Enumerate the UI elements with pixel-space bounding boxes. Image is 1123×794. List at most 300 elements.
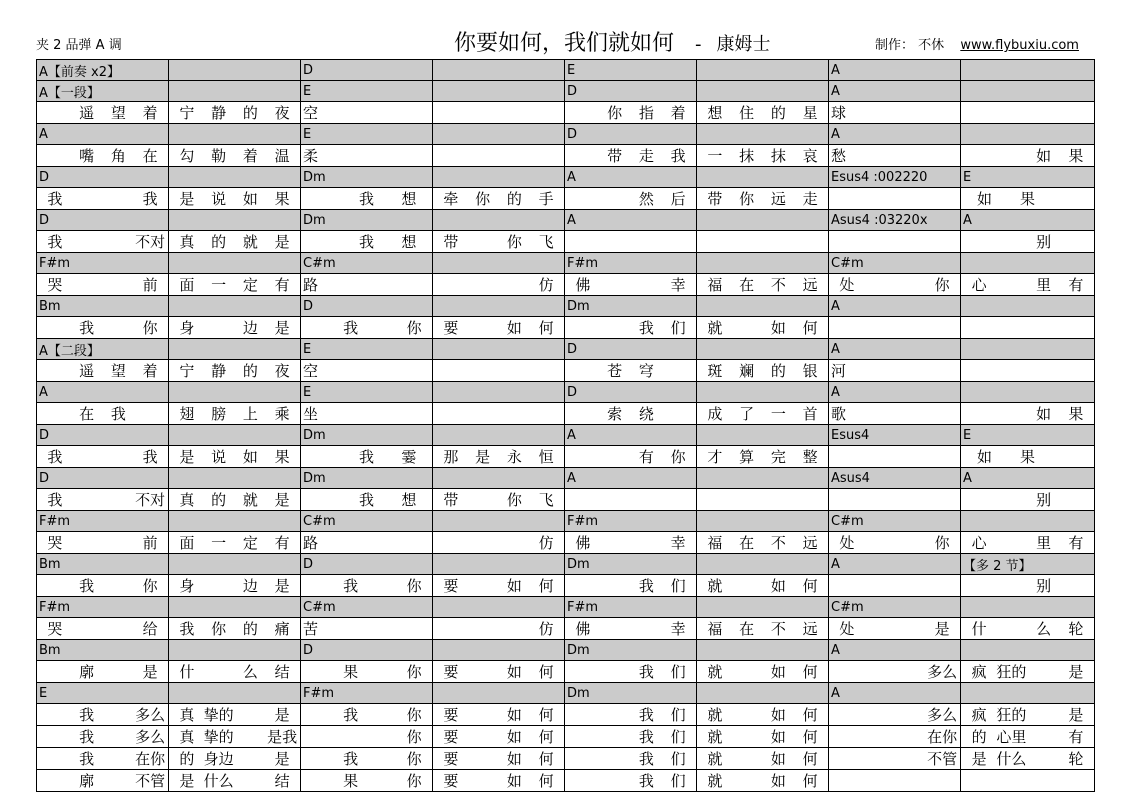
lyric-cell [169, 661, 301, 683]
chord-cell [37, 124, 169, 145]
lyric-syllable: 如 [1036, 147, 1052, 165]
lyric-syllable [71, 274, 103, 295]
lyric-syllable: 是 [142, 663, 158, 681]
lyric-cell [697, 231, 829, 253]
lyric-syllable [335, 726, 367, 747]
lyric-cell [37, 726, 169, 748]
lyric-cell [37, 317, 169, 339]
lyric-syllable: 我 [358, 448, 374, 466]
chord-cell [37, 597, 169, 618]
lyric-syllable: 着 [142, 104, 158, 122]
lyric-syllable: 带 [707, 190, 723, 208]
lyric-cell [301, 575, 433, 597]
chord-cell [301, 339, 433, 360]
chord-label: Dm [303, 427, 326, 443]
chord-label: A [831, 62, 840, 78]
chord-cell [301, 640, 433, 661]
lyric-syllable: 有 [274, 534, 290, 552]
chord-label: C#m [303, 255, 336, 271]
lyric-syllable: 我 [358, 190, 374, 208]
lyric-syllable: 们 [670, 577, 686, 595]
chord-cell [301, 296, 433, 317]
chord-cell [829, 81, 961, 102]
chord-label: E [303, 341, 312, 357]
lyric-cell [169, 704, 301, 726]
lyric-syllable: 就 [707, 706, 723, 724]
chord-cell [961, 339, 1095, 360]
lyric-syllable: 你 [142, 319, 158, 337]
lyric-cell [301, 446, 433, 468]
lyric-syllable: 是 [475, 448, 491, 466]
lyric-syllable: 要 [443, 728, 459, 746]
lyric-cell [433, 446, 565, 468]
chord-label: D [303, 556, 314, 572]
lyric-syllable: 福 [707, 620, 723, 638]
lyric-syllable: 何 [538, 728, 554, 746]
lyric-row [37, 317, 1095, 339]
lyric-syllable [995, 575, 1027, 596]
lyric-syllable [467, 317, 499, 338]
lyric-cell [565, 231, 697, 253]
lyric-cell [829, 231, 961, 253]
lyric-cell [829, 274, 961, 296]
lyric-syllable: 有 [1068, 534, 1084, 552]
chord-label: A [39, 384, 48, 400]
chord-cell [433, 382, 565, 403]
chord-cell [829, 683, 961, 704]
lyric-syllable [367, 770, 399, 791]
lyric-syllable [731, 575, 763, 596]
lyric-syllable: 何 [802, 706, 818, 724]
lyric-syllable: 在 [739, 534, 755, 552]
lyric-syllable [499, 532, 531, 553]
chord-label: D [39, 169, 50, 185]
lyric-syllable [831, 661, 863, 682]
lyric-syllable: 别 [1036, 233, 1052, 251]
lyric-syllable: 如 [506, 706, 522, 724]
lyric-syllable [895, 748, 927, 769]
lyric-syllable: 身 [179, 577, 195, 595]
chord-label: F#m [303, 685, 335, 701]
credit-name: 不休 [918, 38, 945, 53]
lyric-syllable [435, 274, 467, 295]
lyric-syllable: 果 [1068, 147, 1084, 165]
chord-label: Bm [39, 556, 61, 572]
lyric-syllable: 就 [707, 319, 723, 337]
lyric-cell [697, 661, 829, 683]
lyric-cell [433, 532, 565, 554]
lyric-syllable: 一 [211, 534, 227, 552]
chord-row [37, 60, 1095, 81]
lyric-cell [169, 102, 301, 124]
lyric-syllable [435, 618, 467, 639]
lyric-syllable [235, 704, 267, 725]
lyric-cell [961, 403, 1095, 425]
lyric-cell [565, 317, 697, 339]
lyric-cell [961, 748, 1095, 770]
chord-label: Dm [567, 685, 590, 701]
lyric-syllable: 膀 [211, 405, 227, 423]
chord-label: A [963, 470, 972, 486]
lyric-cell [169, 489, 301, 511]
lyric-syllable: 着 [670, 104, 686, 122]
lyric-syllable [367, 317, 399, 338]
chord-label: Bm [39, 298, 61, 314]
lyric-syllable [1028, 748, 1060, 769]
chord-label: D [303, 642, 314, 658]
lyric-syllable [203, 661, 235, 682]
lyric-syllable: 温 [274, 147, 290, 165]
chord-cell [961, 167, 1095, 188]
lyric-syllable: 身边 [203, 750, 234, 768]
chord-cell [433, 60, 565, 81]
lyric-cell [37, 102, 169, 124]
lyric-syllable: 廓 [79, 663, 95, 681]
chord-label: D [39, 470, 50, 486]
lyric-syllable [39, 317, 71, 338]
lyric-syllable [731, 770, 763, 791]
lyric-syllable [1028, 661, 1060, 682]
chord-label: Dm [567, 556, 590, 572]
lyric-syllable: 我 [47, 233, 63, 251]
chord-cell [565, 511, 697, 532]
lyric-cell [829, 532, 961, 554]
chord-cell [961, 81, 1095, 102]
chord-label: A [831, 685, 840, 701]
chord-label: A [831, 298, 840, 314]
lyric-cell [961, 532, 1095, 554]
lyric-cell [433, 748, 565, 770]
lyric-syllable: 不对 [135, 233, 166, 251]
chord-cell [565, 382, 697, 403]
lyric-cell [169, 770, 301, 792]
lyric-syllable: 我 [638, 577, 654, 595]
chord-row [37, 382, 1095, 403]
lyric-cell [829, 748, 961, 770]
lyric-syllable: 我 [79, 728, 95, 746]
lyric-syllable: 你 [475, 190, 491, 208]
lyric-syllable [567, 145, 599, 166]
lyric-syllable: 如 [506, 319, 522, 337]
lyric-syllable: 望 [110, 104, 126, 122]
lyric-syllable: 你 [406, 663, 422, 681]
lyric-syllable: 我 [79, 319, 95, 337]
lyric-syllable [831, 748, 863, 769]
lyric-syllable [599, 575, 631, 596]
lyric-syllable: 处 [839, 620, 855, 638]
chord-cell [169, 425, 301, 446]
lyric-syllable [71, 188, 103, 209]
lyric-syllable: 如 [770, 772, 786, 790]
lyric-syllable [662, 360, 694, 381]
lyric-syllable: 么 [242, 663, 258, 681]
lyric-row [37, 748, 1095, 770]
lyric-syllable: 的 [770, 104, 786, 122]
lyric-syllable: 夜 [274, 104, 290, 122]
lyric-syllable [599, 532, 631, 553]
lyric-syllable [39, 360, 71, 381]
lyric-syllable: 一 [707, 147, 723, 165]
lyric-syllable: 你 [607, 104, 623, 122]
lyric-cell [829, 726, 961, 748]
lyric-cell [829, 446, 961, 468]
chord-cell [565, 425, 697, 446]
lyric-row [37, 188, 1095, 210]
chord-row [37, 296, 1095, 317]
lyric-cell [37, 360, 169, 382]
chord-label: D [39, 427, 50, 443]
chord-cell [169, 253, 301, 274]
lyric-syllable [1060, 575, 1092, 596]
lyric-cell [829, 403, 961, 425]
lyric-text: 空 [303, 104, 319, 122]
lyric-syllable [367, 575, 399, 596]
chord-cell [37, 683, 169, 704]
lyric-syllable: 如 [506, 577, 522, 595]
lyric-cell [565, 489, 697, 511]
lyric-syllable: 如 [976, 448, 992, 466]
lyric-cell [301, 145, 433, 167]
lyric-syllable [39, 726, 71, 747]
chord-label: D [567, 83, 578, 99]
lyric-syllable: 是 [274, 319, 290, 337]
chord-cell [433, 683, 565, 704]
lyric-cell [37, 770, 169, 792]
lyric-cell [697, 618, 829, 640]
chord-cell [301, 81, 433, 102]
chord-label: F#m [567, 599, 599, 615]
lyric-syllable [467, 274, 499, 295]
lyric-syllable: 我 [638, 772, 654, 790]
lyric-syllable [895, 532, 927, 553]
lyric-cell [301, 231, 433, 253]
lyric-cell [433, 489, 565, 511]
lyric-syllable: 的 [242, 620, 258, 638]
chord-cell [961, 382, 1095, 403]
lyric-syllable [599, 618, 631, 639]
lyric-row [37, 532, 1095, 554]
chord-cell [301, 425, 433, 446]
chord-cell [829, 511, 961, 532]
chord-label: F#m [567, 255, 599, 271]
lyric-syllable: 是我 [267, 728, 298, 746]
lyric-syllable: 佛 [575, 534, 591, 552]
lyric-syllable: 何 [538, 663, 554, 681]
chord-row [37, 425, 1095, 446]
chord-label: C#m [303, 599, 336, 615]
chord-cell [433, 425, 565, 446]
lyric-syllable: 何 [538, 706, 554, 724]
lyric-syllable: 你 [211, 620, 227, 638]
lyric-syllable [203, 575, 235, 596]
lyric-cell [433, 102, 565, 124]
lyric-syllable: 如 [770, 706, 786, 724]
lyric-syllable: 哭 [47, 276, 63, 294]
chord-label: A [39, 126, 48, 142]
chord-cell [433, 339, 565, 360]
lyric-syllable [467, 618, 499, 639]
lyric-cell [37, 748, 169, 770]
lyric-syllable: 翅 [179, 405, 195, 423]
lyric-syllable: 我 [638, 728, 654, 746]
lyric-syllable [599, 661, 631, 682]
lyric-syllable [731, 661, 763, 682]
lyric-syllable: 牵 [443, 190, 459, 208]
lyric-syllable: 是 [274, 706, 290, 724]
chord-cell [697, 597, 829, 618]
lyric-cell [169, 748, 301, 770]
lyric-syllable: 前 [142, 276, 158, 294]
lyric-syllable [995, 145, 1027, 166]
lyric-syllable: 你 [739, 190, 755, 208]
lyric-cell [697, 102, 829, 124]
lyric-syllable: 何 [802, 750, 818, 768]
lyric-syllable [39, 403, 71, 424]
lyric-cell [697, 704, 829, 726]
chord-cell [301, 511, 433, 532]
lyric-syllable: 我 [79, 706, 95, 724]
lyric-syllable: 的 [242, 362, 258, 380]
lyric-cell [697, 748, 829, 770]
website-link[interactable]: www.flybuxiu.com [960, 38, 1079, 53]
lyric-syllable: 是 [934, 620, 950, 638]
chord-cell [697, 511, 829, 532]
lyric-syllable: 的 [179, 750, 195, 768]
lyric-cell [961, 188, 1095, 210]
lyric-syllable: 轮 [1068, 620, 1084, 638]
lyric-syllable [1049, 446, 1092, 467]
lyric-syllable: 那 [443, 448, 459, 466]
lyric-syllable: 勒 [211, 147, 227, 165]
chord-cell [37, 81, 169, 102]
lyric-syllable [39, 661, 71, 682]
chord-cell [961, 511, 1095, 532]
lyric-syllable [731, 317, 763, 338]
chord-cell [37, 253, 169, 274]
lyric-syllable: 带 [607, 147, 623, 165]
chord-cell [565, 640, 697, 661]
lyric-syllable: 我 [79, 577, 95, 595]
lyric-cell [829, 618, 961, 640]
lyric-syllable [103, 446, 135, 467]
lyric-syllable: 上 [242, 405, 258, 423]
lyric-syllable [831, 704, 863, 725]
lyric-syllable: 什 [971, 620, 987, 638]
lyric-text: 坐 [303, 405, 319, 423]
lyric-syllable [731, 726, 763, 747]
lyric-syllable: 穹 [638, 362, 654, 380]
lyric-syllable: 定 [242, 276, 258, 294]
lyric-cell [301, 188, 433, 210]
lyric-syllable [599, 704, 631, 725]
chord-cell [565, 468, 697, 489]
chord-label: A【二段】 [39, 343, 100, 359]
lyric-syllable [203, 317, 235, 338]
lyric-syllable [863, 704, 895, 725]
lyric-cell [169, 532, 301, 554]
lyric-syllable: 是 [179, 448, 195, 466]
chord-label: Esus4 [831, 427, 870, 443]
lyric-syllable: 嘴 [79, 147, 95, 165]
chord-cell [565, 683, 697, 704]
lyric-cell [169, 317, 301, 339]
chord-cell [961, 425, 1095, 446]
lyric-syllable: 何 [802, 663, 818, 681]
chord-cell [961, 597, 1095, 618]
lyric-syllable [863, 748, 895, 769]
chord-cell [697, 60, 829, 81]
lyric-syllable: 佛 [575, 276, 591, 294]
lyric-syllable: 如 [770, 577, 786, 595]
lyric-syllable [39, 748, 71, 769]
lyric-syllable [995, 489, 1027, 510]
lyric-syllable: 们 [670, 706, 686, 724]
lyric-syllable: 就 [707, 750, 723, 768]
lyric-syllable [499, 274, 531, 295]
lyric-syllable [303, 489, 345, 510]
lyric-syllable: 福 [707, 276, 723, 294]
lyric-syllable: 你 [506, 233, 522, 251]
lyric-text: 路 [303, 534, 319, 552]
lyric-syllable: 是 [1068, 663, 1084, 681]
lyric-cell [565, 446, 697, 468]
lyric-cell [565, 145, 697, 167]
lyric-syllable: 幸 [670, 276, 686, 294]
chord-label: Dm [303, 470, 326, 486]
lyric-cell [565, 704, 697, 726]
lyric-syllable: 心里 [996, 728, 1027, 746]
chord-cell [961, 296, 1095, 317]
chord-label: Dm [567, 298, 590, 314]
lyric-syllable: 的 [211, 491, 227, 509]
lyric-syllable: 们 [670, 750, 686, 768]
lyric-syllable [963, 489, 995, 510]
lyric-syllable: 宁 [179, 104, 195, 122]
lyric-cell [169, 575, 301, 597]
lyric-syllable: 们 [670, 319, 686, 337]
lyric-syllable [863, 661, 895, 682]
lyric-syllable [39, 102, 71, 123]
title-separator: - [695, 34, 702, 55]
lyric-cell [301, 403, 433, 425]
lyric-cell [961, 726, 1095, 748]
chord-cell [37, 425, 169, 446]
lyric-syllable: 远 [802, 620, 818, 638]
lyric-syllable: 要 [443, 577, 459, 595]
lyric-syllable [467, 575, 499, 596]
lyric-row [37, 704, 1095, 726]
lyric-syllable: 我 [670, 147, 686, 165]
lyric-syllable: 何 [802, 772, 818, 790]
lyric-row [37, 770, 1095, 792]
lyric-cell [829, 102, 961, 124]
lyric-syllable: 何 [802, 728, 818, 746]
lyric-syllable: 完 [770, 448, 786, 466]
lyric-syllable: 宁 [179, 362, 195, 380]
lyric-cell [433, 188, 565, 210]
chord-cell [301, 382, 433, 403]
lyric-syllable: 是 [179, 190, 195, 208]
lyric-syllable: 真 [179, 491, 195, 509]
lyric-syllable: 遥 [79, 362, 95, 380]
lyric-text: 路 [303, 276, 319, 294]
lyric-cell [169, 618, 301, 640]
lyric-syllable: 想 [707, 104, 723, 122]
lyric-syllable [963, 231, 995, 252]
lyric-cell [433, 403, 565, 425]
lyric-syllable: 身 [179, 319, 195, 337]
lyric-cell [37, 489, 169, 511]
